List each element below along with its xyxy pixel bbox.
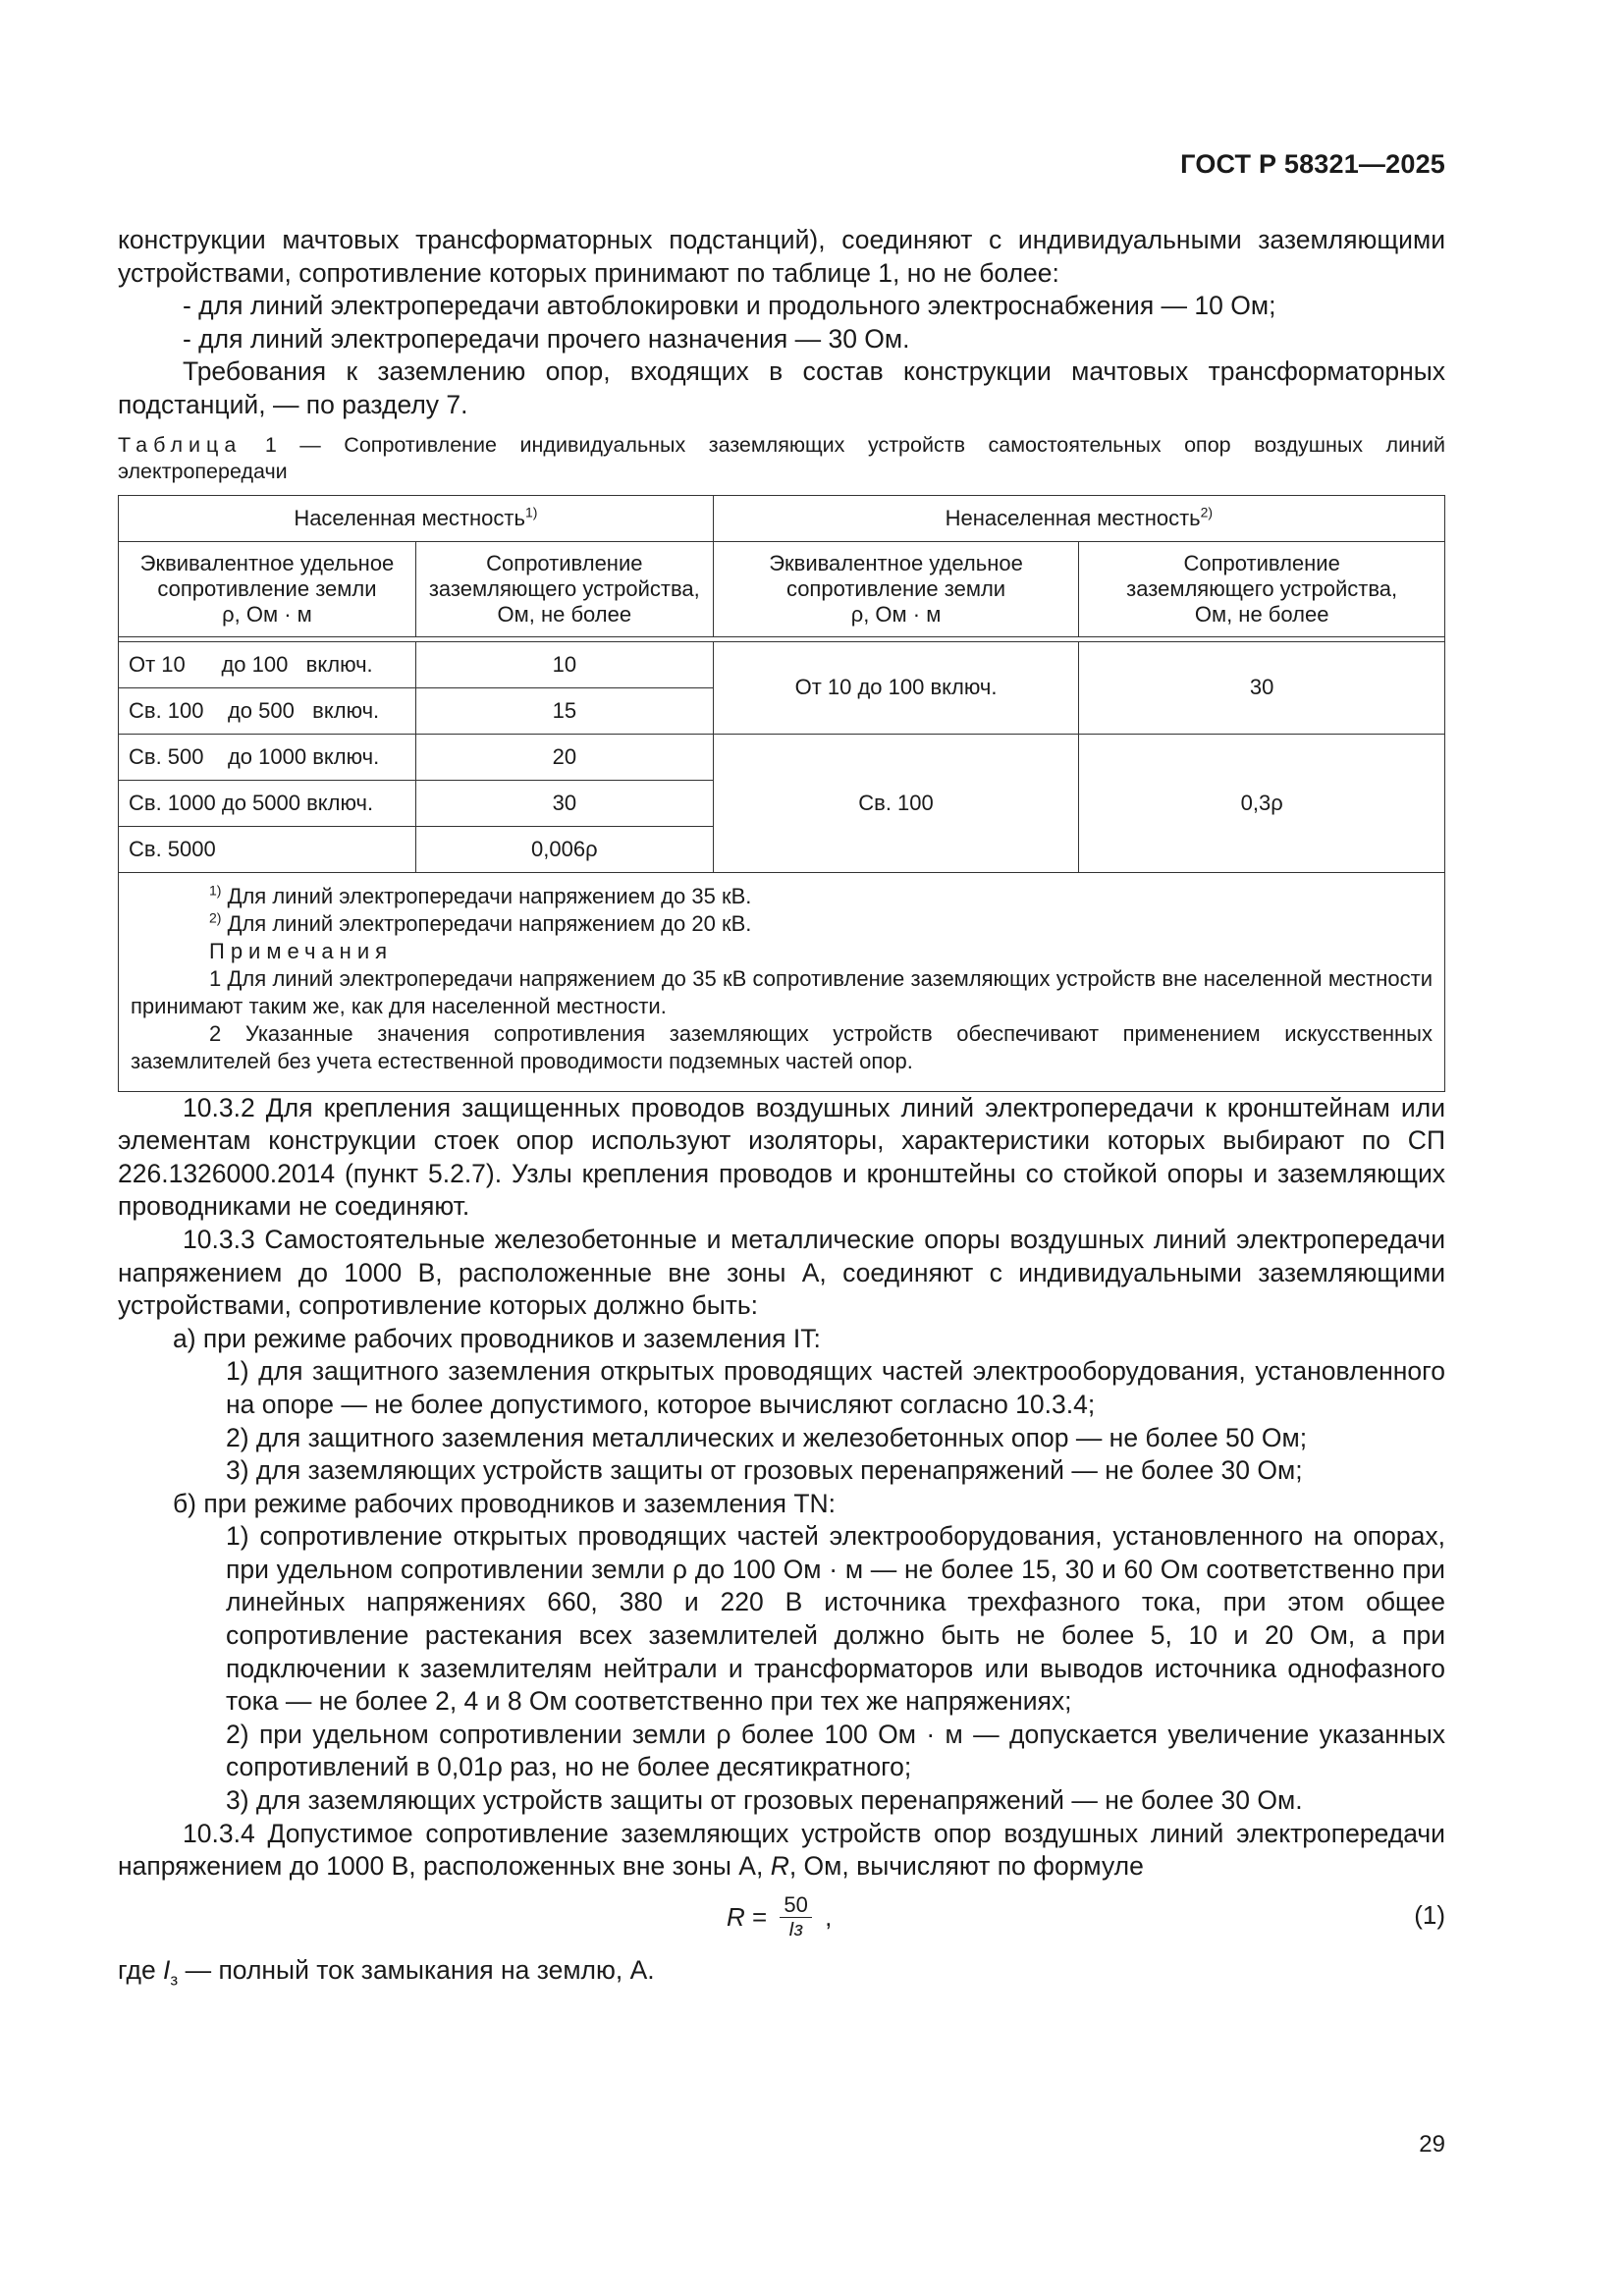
- cell-value: 20: [415, 734, 713, 780]
- table-caption-label: Таблица: [118, 432, 243, 457]
- table-header-row: [119, 495, 1445, 541]
- header-populated: Населенная местность$^{1)}$: [119, 495, 714, 541]
- table-caption: [118, 432, 1445, 485]
- note: 2 Указанные значения сопротивления заземляющих устройств обеспечивают применением искусственных заземлителей без учета естественной проводимости подземных частей опор.: [131, 1020, 1433, 1073]
- header-resistivity: Эквивалентное удельное сопротивление земли ρ, Ом · м: [119, 541, 416, 636]
- intro-paragraph: конструкции мачтовых трансформаторных подстанций), соединяют с индивидуальными заземляющими устройствами, сопротивление которых принимают по таблице 1, но не более:: [118, 225, 1445, 288]
- cell-value: 10: [415, 641, 713, 687]
- cell-value: 30: [415, 780, 713, 826]
- section-10-3-4: 10.3.4 Допустимое сопротивление заземляющих устройств опор воздушных линий электропередачи напряжением до 1000 В, расположенных вне зоны А, R, Ом, вычисляют по формуле: [118, 1818, 1445, 1882]
- cell-value: 30: [1079, 641, 1445, 734]
- cell-value: 15: [415, 687, 713, 734]
- list-item: 2) при удельном сопротивлении земли ρ более 100 Ом · м — допускается увеличение указанных сопротивлений в 0,01ρ раз, но не более десятикратного;: [226, 1719, 1445, 1782]
- footnote: $^{1)}$ Для линий электропередачи напряжением до 35 кВ.: [209, 882, 752, 908]
- table-caption-text: 1 — Сопротивление индивидуальных заземляющих устройств самостоятельных опор воздушных линий электропередачи: [118, 432, 1445, 483]
- header-device-resistance: Сопротивление заземляющего устройства, Ом, не более: [1079, 541, 1445, 636]
- cell-range: От 10 до 100 включ.: [119, 641, 416, 687]
- section-10-3-2: 10.3.2 Для крепления защищенных проводов воздушных линий электропередачи к кронштейнам или элементам конструкции стоек опор используют изоляторы, характеристики которых выбирают по СП 226.1326000.2014 (пункт 5.2.7). Узлы крепления проводов и кронштейны со стойкой опоры и заземляющих проводниками не соединяют.: [118, 1092, 1445, 1222]
- resistance-table: [118, 495, 1445, 1092]
- notes-title: Примечания: [209, 938, 394, 963]
- footnote: $^{2)}$ Для линий электропередачи напряжением до 20 кВ.: [209, 909, 752, 936]
- cell-range: Св. 500 до 1000 включ.: [119, 734, 416, 780]
- document-header: ГОСТ Р 58321—2025: [1180, 149, 1445, 179]
- list-item: - для линий электропередачи прочего назначения — 30 Ом.: [183, 323, 910, 354]
- cell-value: 0,006ρ: [415, 826, 713, 872]
- formula-expression: R = $\frac{50}{Iз}$ ,: [727, 1891, 833, 1941]
- table-row: [119, 734, 1445, 780]
- header-device-resistance: Сопротивление заземляющего устройства, Ом, не более: [415, 541, 713, 636]
- page-number: 29: [1419, 2131, 1445, 2158]
- table-row: [119, 641, 1445, 687]
- formula-1: [118, 1887, 1445, 1954]
- list-item: б) при режиме рабочих проводников и заземления TN:: [173, 1488, 837, 1518]
- list-item: а) при режиме рабочих проводников и заземления IT:: [173, 1323, 821, 1353]
- formula-number: (1): [1414, 1899, 1445, 1930]
- list-item: 3) для заземляющих устройств защиты от грозовых перенапряжений — не более 30 Ом.: [226, 1785, 1303, 1816]
- list-item: - для линий электропередачи автоблокировки и продольного электроснабжения — 10 Ом;: [183, 291, 1276, 321]
- list-item: 3) для заземляющих устройств защиты от грозовых перенапряжений — не более 30 Ом;: [226, 1455, 1303, 1486]
- cell-value: 0,3ρ: [1079, 734, 1445, 872]
- table-subheader-row: [119, 541, 1445, 636]
- cell-range: Св. 5000: [119, 826, 416, 872]
- cell-range: Св. 1000 до 5000 включ.: [119, 780, 416, 826]
- intro-paragraph: Требования к заземлению опор, входящих в состав конструкции мачтовых трансформаторных подстанций, — по разделу 7.: [118, 356, 1445, 419]
- list-item: 2) для защитного заземления металлических и железобетонных опор — не более 50 Ом;: [226, 1422, 1308, 1452]
- cell-range: От 10 до 100 включ.: [713, 641, 1079, 734]
- section-10-3-3: 10.3.3 Самостоятельные железобетонные и металлические опоры воздушных линий электропередачи напряжением до 1000 В, расположенные вне зоны А, соединяют с индивидуальными заземляющими устройствами, сопротивление которых должно быть:: [118, 1224, 1445, 1321]
- list-item: 1) сопротивление открытых проводящих частей электрооборудования, установленного на опорах, при удельном сопротивлении земли ρ до 100 Ом · м — не более 15, 30 и 60 Ом соответственно при линейных напряжениях 660, 380 и 220 В источника трехфазного тока, при этом общее сопротивление растекания всех заземлителей должно быть не более 5, 10 и 20 Ом, а при подключении к заземлителям нейтрали и трансформаторов или выводов источника однофазного тока — не более 2, 4 и 8 Ом соответственно при тех же напряжениях;: [226, 1521, 1445, 1717]
- document-body: [118, 224, 1445, 1996]
- header-resistivity: Эквивалентное удельное сопротивление земли ρ, Ом · м: [713, 541, 1079, 636]
- header-unpopulated: Ненаселенная местность$^{2)}$: [713, 495, 1444, 541]
- table-notes: [119, 872, 1445, 1091]
- note: 1 Для линий электропередачи напряжением до 35 кВ сопротивление заземляющих устройств вне населенной местности принимают таким же, как для населенной местности.: [131, 965, 1433, 1018]
- formula-where: где $I_з$ — полный ток замыкания на землю, А.: [118, 1954, 655, 1990]
- cell-range: Св. 100: [713, 734, 1079, 872]
- formula-fraction: $\frac{50}{Iз}$: [780, 1893, 811, 1941]
- list-item: 1) для защитного заземления открытых проводящих частей электрооборудования, установленного на опоре — не более допустимого, которое вычисляют согласно 10.3.4;: [226, 1356, 1445, 1419]
- cell-range: Св. 100 до 500 включ.: [119, 687, 416, 734]
